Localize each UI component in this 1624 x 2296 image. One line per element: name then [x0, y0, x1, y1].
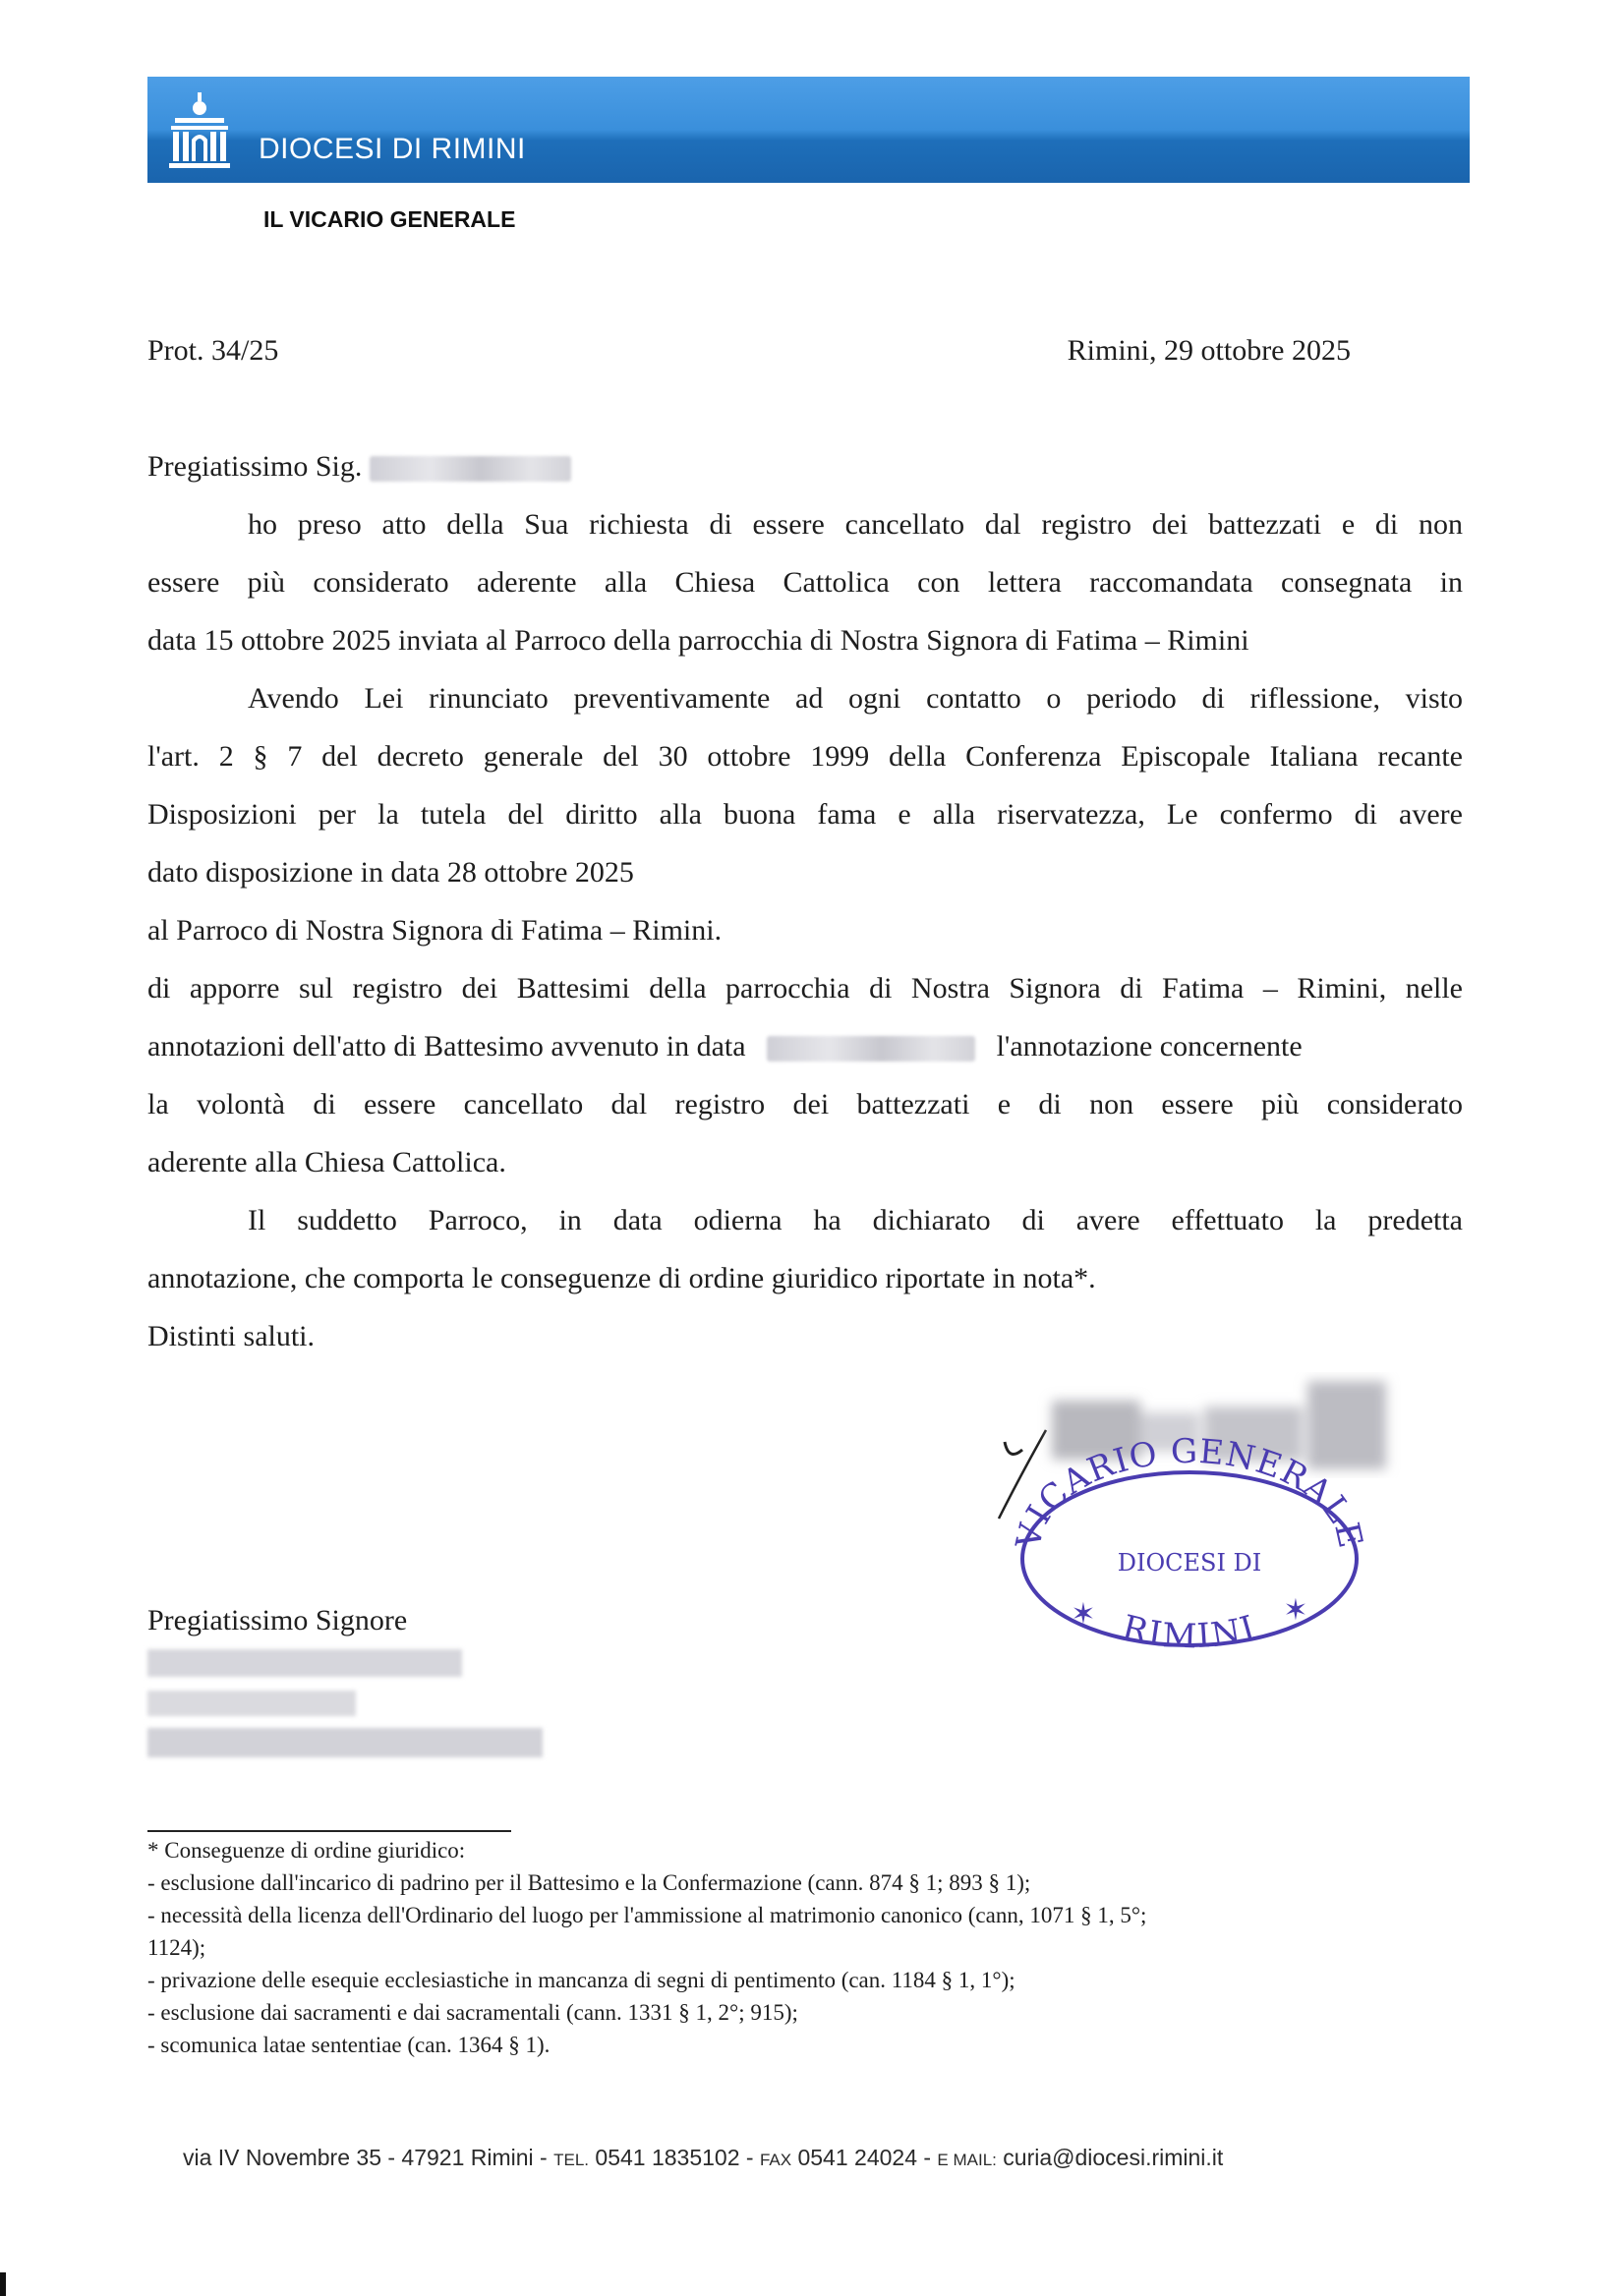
date-line-before: annotazioni dell'atto di Battesimo avvenuto in data — [147, 1030, 746, 1062]
footer-tel: 0541 1835102 - — [589, 2145, 760, 2170]
footnote-item: 1124); — [147, 1935, 206, 1960]
paragraph-3-line: annotazione, che comporta le conseguenze di ordine giuridico riportate in nota*. — [147, 1262, 1096, 1294]
date-line-after: l'annotazione concernente — [996, 1030, 1303, 1062]
paragraph-2-line: l'art. 2 § 7 del decreto generale del 30 ottobre 1999 della Conferenza Episcopale Italiana recante — [147, 740, 1463, 773]
star-icon: ✶ — [1283, 1593, 1308, 1628]
footnote-title: * Conseguenze di ordine giuridico: — [147, 1838, 466, 1863]
cathedral-icon — [169, 88, 230, 171]
paragraph-1-line: data 15 ottobre 2025 inviata al Parroco della parrocchia di Nostra Signora di Fatima – Rimini — [147, 624, 1249, 657]
footnote-item: - privazione delle esequie ecclesiastiche in mancanza di segni di pentimento (can. 1184 § 1, 1°); — [147, 1968, 1015, 1992]
paragraph-2-line: Disposizioni per la tutela del diritto alla buona fama e alla riservatezza, Le confermo di avere — [147, 798, 1463, 831]
paragraph-2-line: dato disposizione in data 28 ottobre 2025 — [147, 856, 634, 889]
redacted-name — [370, 456, 571, 482]
star-icon: ✶ — [1071, 1597, 1096, 1632]
org-name: DIOCESI DI RIMINI — [259, 133, 526, 165]
footnote-divider — [147, 1830, 511, 1832]
footer-fax-label: FAX — [759, 2151, 792, 2169]
footer-email: curia@diocesi.rimini.it — [996, 2145, 1224, 2170]
redacted-recipient-street — [147, 1691, 356, 1716]
footer-fax: 0541 24024 - — [791, 2145, 938, 2170]
footnote-item: - necessità della licenza dell'Ordinario del luogo per l'ammissione al matrimonio canonico (cann, 1071 § 1, 5°; — [147, 1903, 1147, 1927]
footnote-item: - esclusione dall'incarico di padrino per il Battesimo e la Confermazione (cann. 874 § 1; 893 § 1); — [147, 1870, 1031, 1895]
footer-contact — [183, 2145, 1223, 2171]
footer-tel-label: TEL. — [553, 2151, 590, 2169]
stamp-bottom-text: RIMINI — [1118, 1607, 1261, 1657]
stamp-middle-text: DIOCESI DI — [1117, 1549, 1262, 1577]
letterhead-banner — [147, 77, 1470, 183]
place-date: Rimini, 29 ottobre 2025 — [1067, 334, 1351, 367]
paragraph-2-line: Avendo Lei rinunciato preventivamente ad ogni contatto o periodo di riflessione, visto — [248, 682, 1463, 715]
redacted-recipient-name — [147, 1649, 462, 1677]
paragraph-1-line: essere più considerato aderente alla Chiesa Cattolica con lettera raccomandata consegnata in — [147, 566, 1463, 599]
paragraph-2-line: la volontà di essere cancellato dal registro dei battezzati e di non essere più considerato — [147, 1088, 1463, 1120]
footer-email-label: E MAIL: — [937, 2151, 997, 2169]
stamp-top-text: VICARIO GENERALE — [1009, 1433, 1370, 1553]
paragraph-2-date-line — [147, 1030, 1463, 1063]
svg-text:VICARIO GENERALE — [1009, 1433, 1370, 1553]
scan-edge-mark — [0, 2272, 6, 2296]
footnote-item: - esclusione dai sacramenti e dai sacramentali (cann. 1331 § 1, 2°; 915); — [147, 2000, 798, 2025]
salutation-text: Pregiatissimo Sig. — [147, 450, 363, 483]
salutation — [147, 450, 571, 484]
redacted-baptism-date — [767, 1036, 975, 1062]
office-title: IL VICARIO GENERALE — [263, 206, 516, 232]
svg-text:RIMINI — [1118, 1608, 1260, 1657]
paragraph-2-line: aderente alla Chiesa Cattolica. — [147, 1146, 506, 1178]
paragraph-1-line: ho preso atto della Sua richiesta di essere cancellato dal registro dei battezzati e di non — [248, 508, 1463, 541]
footnote-item: - scomunica latae sententiae (can. 1364 § 1). — [147, 2033, 551, 2057]
footer-address: via IV Novembre 35 - 47921 Rimini - — [183, 2145, 554, 2170]
paragraph-3-line: Il suddetto Parroco, in data odierna ha dichiarato di avere effettuato la predetta — [248, 1204, 1463, 1236]
recipient-label: Pregiatissimo Signore — [147, 1604, 408, 1636]
official-stamp — [993, 1433, 1386, 1665]
closing: Distinti saluti. — [147, 1320, 316, 1352]
paragraph-2-line: al Parroco di Nostra Signora di Fatima – Rimini. — [147, 914, 723, 947]
protocol-number: Prot. 34/25 — [147, 334, 279, 367]
paragraph-2-line: di apporre sul registro dei Battesimi della parrocchia di Nostra Signora di Fatima – Rimini, nelle — [147, 972, 1463, 1004]
redacted-recipient-city — [147, 1728, 543, 1757]
